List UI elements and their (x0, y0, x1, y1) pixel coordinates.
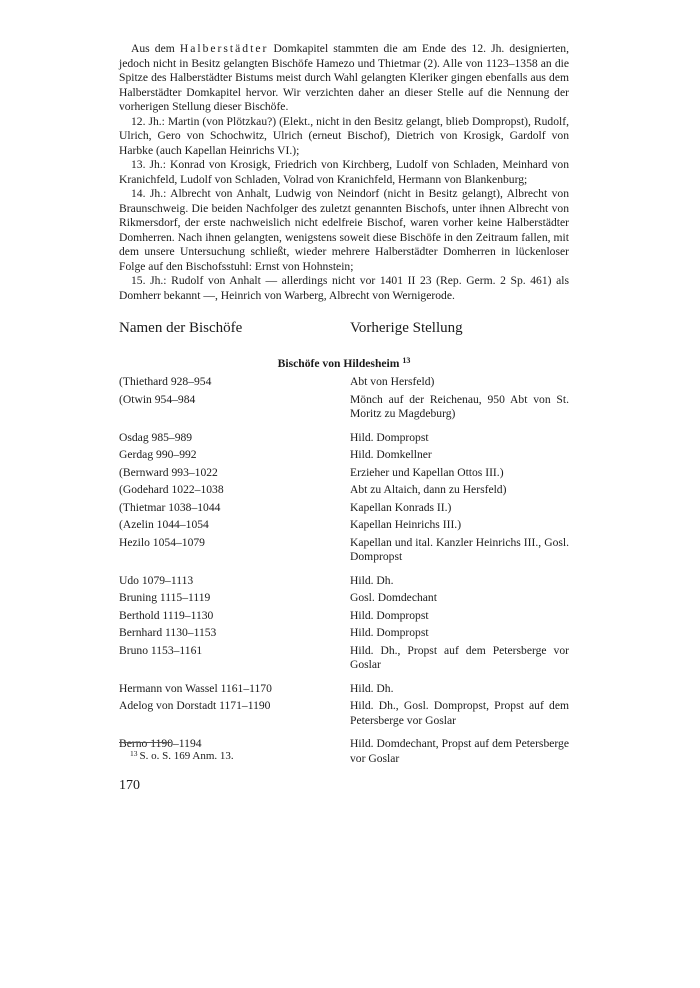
previous-position: Abt von Hersfeld) (350, 375, 435, 388)
intro-paragraph-14jh: 14. Jh.: Albrecht von Anhalt, Ludwig von Neindorf (nicht in Besitz gelangt), Albrecht von Braunschweig. Die beiden Nachfolger des zuletzt genannten Bischofs, unter ihnen Albrecht von Rikmersdorf, der erste nachweislich nicht edelfreie Bischof, waren vorher keine Halberstädter Domherren. Nach ihnen gelangten, wenigstens soweit diese Bischöfe in den Zeitraum fallen, mit dem unsere Untersuchung schließt, wieder mehrere Halberstädter Domherren in lückenloser Folge auf den Bischofsstuhl: Ernst von Hohnstein; (119, 187, 569, 273)
table-row (119, 574, 569, 589)
table-row (119, 375, 569, 390)
previous-position: Kapellan Konrads II.) (350, 500, 452, 514)
table-row (119, 591, 569, 606)
footnote-text: S. o. S. 169 Anm. 13. (139, 750, 234, 762)
bishop-name: Berthold 1119–1130 (119, 608, 214, 622)
previous-position: Hild. Dh., Gosl. Dompropst, Propst auf dem Petersberge vor Goslar (350, 699, 569, 727)
page-number: 170 (119, 778, 140, 793)
bishop-name: (Azelin 1044–1054 (119, 518, 209, 531)
bishop-name: Adelog von Dorstadt 1171–1190 (119, 699, 271, 712)
table-row (119, 448, 569, 463)
bishop-name: (Thietmar 1038–1044 (119, 500, 221, 514)
footnote-mark: 13 (130, 749, 138, 758)
previous-position: Mönch auf der Reichenau, 950 Abt von St. Moritz zu Magdeburg) (350, 392, 569, 420)
footnote (130, 749, 234, 762)
bishop-name: Hermann von Wassel 1161–1170 (119, 681, 272, 695)
bishop-name: (Bernward 993–1022 (119, 465, 218, 479)
section-title (119, 356, 569, 370)
previous-position: Kapellan Heinrichs III.) (350, 518, 462, 531)
table-row (119, 536, 569, 565)
previous-position: Hild. Domkellner (350, 448, 432, 461)
intro-p1-spaced-word: Halberstädter (179, 42, 269, 55)
previous-position: Hild. Dompropst (350, 430, 429, 444)
table-row (119, 518, 569, 533)
intro-text (119, 42, 569, 303)
previous-position: Kapellan und ital. Kanzler Heinrichs III., Gosl. Dompropst (350, 535, 569, 563)
bishop-name: Udo 1079–1113 (119, 573, 194, 587)
table-row (119, 609, 569, 624)
bishop-name: Berno 1190–1194 (119, 737, 202, 750)
table-row (119, 699, 569, 728)
intro-paragraph-13jh: 13. Jh.: Konrad von Krosigk, Friedrich von Kirchberg, Ludolf von Schladen, Meinhard von Kranichfeld, Ludolf von Schladen, Volrad von Kranichfeld, Hermann von Blankenburg; (119, 158, 569, 186)
previous-position: Hild. Dompropst (350, 626, 429, 639)
previous-position: Abt zu Altaich, dann zu Hersfeld) (350, 483, 507, 496)
previous-position: Hild. Dh., Propst auf dem Petersberge vor Goslar (350, 643, 569, 671)
column-header-previous-position: Vorherige Stellung (350, 320, 463, 336)
bishop-name: (Godehard 1022–1038 (119, 483, 224, 496)
bishop-name: Bruno 1153–1161 (119, 643, 203, 657)
bishop-name: Osdag 985–989 (119, 430, 193, 444)
previous-position: Hild. Dh. (350, 573, 394, 587)
previous-position: Hild. Dompropst (350, 608, 429, 622)
table-row (119, 626, 569, 641)
intro-p1-post: Domkapitel stammten die am Ende des 12. Jh. designierten, jedoch nicht in Besitz gelangten Bischöfe Hamezo und Thietmar (2). Alle von 1123–1358 an die Spitze des Halberstädter Bistums meist durch Wahl gelangten Kleriker gingen ebenfalls aus dem Halberstädter Domkapitel hervor. Wir verzichten daher an dieser Stelle auf die Nennung der vorherigen Stellung dieser Bischöfe. (119, 42, 569, 113)
table-row (119, 431, 569, 446)
bishop-name: Bruning 1115–1119 (119, 591, 211, 604)
bishop-name: Hezilo 1054–1079 (119, 535, 205, 549)
intro-paragraph-12jh: 12. Jh.: Martin (von Plötzkau?) (Elekt., nicht in den Besitz gelangt, blieb Dompropst), Rudolf, Ulrich, Gero von Schochwitz, Ulrich (erneut Bischof), Dietrich von Krosigk, Gardolf von Harbke (auch Kapellan Heinrichs VI.); (119, 114, 569, 157)
table-row (119, 483, 569, 498)
previous-position: Gosl. Domdechant (350, 591, 437, 604)
footnote-reference: 13 (402, 356, 411, 365)
table-row (119, 393, 569, 422)
bishop-name: (Otwin 954–984 (119, 392, 196, 406)
previous-position: Hild. Domdechant, Propst auf dem Petersberge vor Goslar (350, 737, 569, 765)
intro-paragraph-halberstadt (119, 42, 569, 115)
bishop-table (119, 375, 569, 769)
column-header-names: Namen der Bischöfe (119, 320, 243, 336)
footnote-divider (119, 742, 171, 743)
bishop-name: Bernhard 1130–1153 (119, 626, 217, 639)
table-row (119, 682, 569, 697)
intro-paragraph-15jh: 15. Jh.: Rudolf von Anhalt — allerdings nicht vor 1401 II 23 (Rep. Germ. 2 Sp. 461) als Domherr bekannt —, Heinrich von Warberg, Albrecht von Wernigerode. (119, 274, 569, 302)
previous-position: Erzieher und Kapellan Ottos III.) (350, 465, 504, 479)
bishop-name: (Thiethard 928–954 (119, 375, 212, 388)
previous-position: Hild. Dh. (350, 681, 394, 695)
table-row (119, 644, 569, 673)
intro-p1-pre: Aus dem (131, 42, 180, 55)
bishop-name: Gerdag 990–992 (119, 448, 197, 461)
table-row (119, 466, 569, 481)
table-row (119, 501, 569, 516)
section-title-text: Bischöfe von Hildesheim (277, 357, 400, 370)
